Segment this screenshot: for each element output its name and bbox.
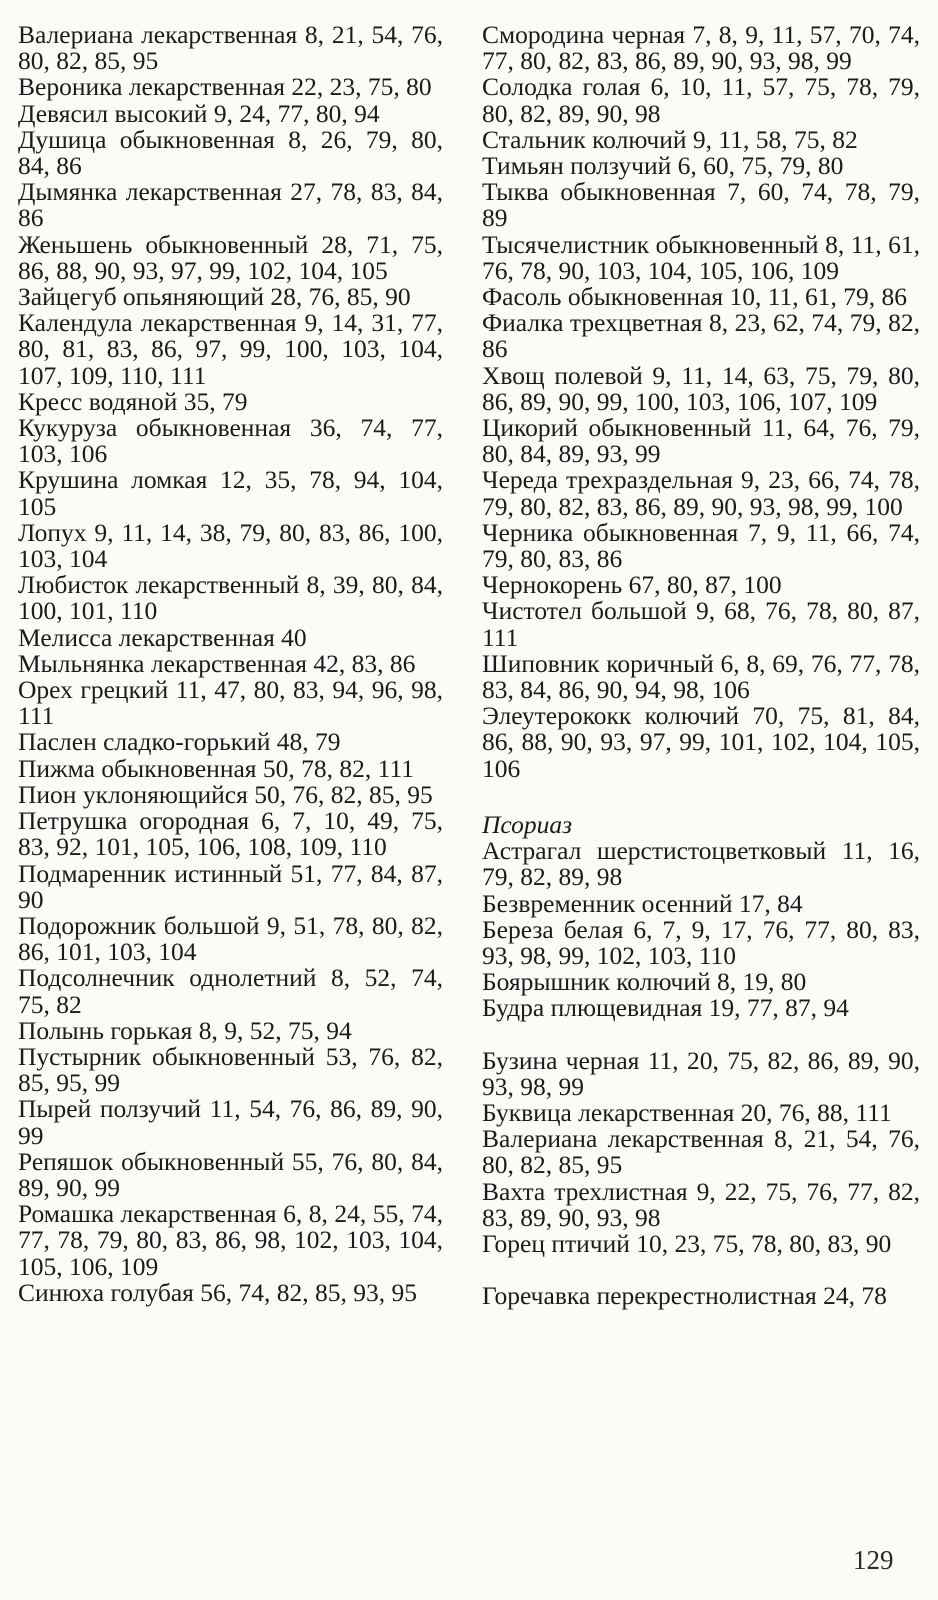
index-entry: Мыльнянка лекарственная 42, 83, 86 <box>18 648 416 678</box>
index-entry: Репяшок обыкновенный 55, 76, 80, 84, 89, 90, 99 <box>18 1146 443 1202</box>
index-entry: Душица обыкновенная 8, 26, 79, 80, 84, 86 <box>18 124 443 181</box>
index-entry: Цикорий обыкновенный 11, 64, 76, 79, 80, 84, 89, 93, 99 <box>482 413 920 469</box>
index-entry: Бузина черная 11, 20, 75, 82, 86, 89, 90, 93, 98, 99 <box>482 1045 920 1101</box>
index-entry: Вахта трехлистная 9, 22, 75, 76, 77, 82, 83, 89, 90, 93, 98 <box>482 1176 920 1232</box>
index-entry: Подсолнечник однолетний 8, 52, 74, 75, 82 <box>18 963 443 1019</box>
right-column <box>482 22 920 1309</box>
index-entry: Элеутерококк колючий 70, 75, 81, 84, 86, 88, 90, 93, 97, 99, 101, 102, 104, 105, 106 <box>482 701 920 783</box>
index-entry: Буквица лекарственная 20, 76, 88, 111 <box>482 1097 892 1127</box>
index-entry: Горец птичий 10, 23, 75, 78, 80, 83, 90 <box>482 1228 892 1258</box>
index-entry: Береза белая 6, 7, 9, 17, 76, 77, 80, 83, 93, 98, 99, 102, 103, 110 <box>482 914 920 970</box>
index-entry: Пижма обыкновенная 50, 78, 82, 111 <box>18 753 415 783</box>
index-entry: Пустырник обыкновенный 53, 76, 82, 85, 95, 99 <box>18 1041 443 1098</box>
index-entry: Календула лекарственная 9, 14, 31, 77, 80, 81, 83, 86, 97, 99, 100, 103, 104, 107, 109, 110, 111 <box>18 308 443 390</box>
index-entry: Кресс водяной 35, 79 <box>18 386 248 416</box>
index-entry: Любисток лекарственный 8, 39, 80, 84, 100, 101, 110 <box>18 570 443 626</box>
index-entry: Астрагал шерстистоцветковый 11, 16, 79, 82, 89, 98 <box>482 836 920 892</box>
page-number: 129 <box>853 1545 894 1575</box>
index-entry: Чернокорень 67, 80, 87, 100 <box>482 570 782 600</box>
index-entry: Крушина ломкая 12, 35, 78, 94, 104, 105 <box>18 465 443 521</box>
section-heading: Псориаз <box>482 809 573 839</box>
index-entry: Петрушка огородная 6, 7, 10, 49, 75, 83, 92, 101, 105, 106, 108, 109, 110 <box>18 806 443 862</box>
index-entry: Кукуруза обыкновенная 36, 74, 77, 103, 106 <box>18 413 443 469</box>
index-entry: Пырей ползучий 11, 54, 76, 86, 89, 90, 99 <box>18 1094 443 1150</box>
index-entry: Лопух 9, 11, 14, 38, 79, 80, 83, 86, 100, 103, 104 <box>18 517 443 574</box>
index-entry: Шиповник коричный 6, 8, 69, 76, 77, 78, 83, 84, 86, 90, 94, 98, 106 <box>482 648 920 705</box>
index-entry: Тимьян ползучий 6, 60, 75, 79, 80 <box>482 151 844 181</box>
index-entry: Боярышник колючий 8, 19, 80 <box>482 967 807 997</box>
left-column <box>18 22 443 1306</box>
index-entry: Подмаренник истинный 51, 77, 84, 87, 90 <box>18 858 443 914</box>
index-entry: Вероника лекарственная 22, 23, 75, 80 <box>18 72 432 102</box>
index-entry: Тыква обыкновенная 7, 60, 74, 78, 79, 89 <box>482 177 920 233</box>
index-entry: Мелисса лекарственная 40 <box>18 622 307 652</box>
index-entry: Смородина черная 7, 8, 9, 11, 57, 70, 74, 77, 80, 82, 83, 86, 89, 90, 93, 98, 99 <box>482 20 920 76</box>
index-entry: Черника обыкновенная 7, 9, 11, 66, 74, 79, 80, 83, 86 <box>482 517 920 574</box>
index-entry: Паслен сладко-горький 48, 79 <box>18 727 341 757</box>
index-entry: Полынь горькая 8, 9, 52, 75, 94 <box>18 1015 352 1045</box>
index-entry: Солодка голая 6, 10, 11, 57, 75, 78, 79, 80, 82, 89, 90, 98 <box>482 72 920 128</box>
index-entry: Фиалка трехцветная 8, 23, 62, 74, 79, 82, 86 <box>482 308 920 364</box>
index-entry: Череда трехраздельная 9, 23, 66, 74, 78, 79, 80, 82, 83, 86, 89, 90, 93, 98, 99, 100 <box>482 465 920 521</box>
index-entry: Дымянка лекарственная 27, 78, 83, 84, 86 <box>18 177 443 233</box>
index-entry: Чистотел большой 9, 68, 76, 78, 80, 87, 111 <box>482 596 920 652</box>
index-entry: Девясил высокий 9, 24, 77, 80, 94 <box>18 98 380 128</box>
index-entry: Стальник колючий 9, 11, 58, 75, 82 <box>482 124 858 154</box>
index-entry: Тысячелистник обыкновенный 8, 11, 61, 76, 78, 90, 103, 104, 105, 106, 109 <box>482 229 920 285</box>
index-entry: Орех грецкий 11, 47, 80, 83, 94, 96, 98, 111 <box>18 675 443 731</box>
index-entry: Подорожник большой 9, 51, 78, 80, 82, 86, 101, 103, 104 <box>18 910 443 967</box>
index-entry: Пион уклоняющийся 50, 76, 82, 85, 95 <box>18 779 433 809</box>
index-entry: Ромашка лекарственная 6, 8, 24, 55, 74, 77, 78, 79, 80, 83, 86, 98, 102, 103, 104, 105, 106, 109 <box>18 1199 443 1281</box>
index-entry: Будра плющевидная 19, 77, 87, 94 <box>482 993 849 1023</box>
index-entry: Хвощ полевой 9, 11, 14, 63, 75, 79, 80, 86, 89, 90, 99, 100, 103, 106, 107, 109 <box>482 360 920 416</box>
index-entry: Валериана лекарственная 8, 21, 54, 76, 80, 82, 85, 95 <box>482 1124 920 1180</box>
index-entry: Синюха голубая 56, 74, 82, 85, 93, 95 <box>18 1277 417 1307</box>
index-entry: Женьшень обыкновенный 28, 71, 75, 86, 88, 90, 93, 97, 99, 102, 104, 105 <box>18 229 443 285</box>
index-entry: Фасоль обыкновенная 10, 11, 61, 79, 86 <box>482 282 908 312</box>
index-entry: Горечавка перекрестнолистная 24, 78 <box>482 1281 887 1311</box>
index-entry: Зайцегуб опьяняющий 28, 76, 85, 90 <box>18 282 411 312</box>
index-entry: Валериана лекарственная 8, 21, 54, 76, 80, 82, 85, 95 <box>18 20 443 76</box>
index-entry: Безвременник осенний 17, 84 <box>482 888 803 918</box>
